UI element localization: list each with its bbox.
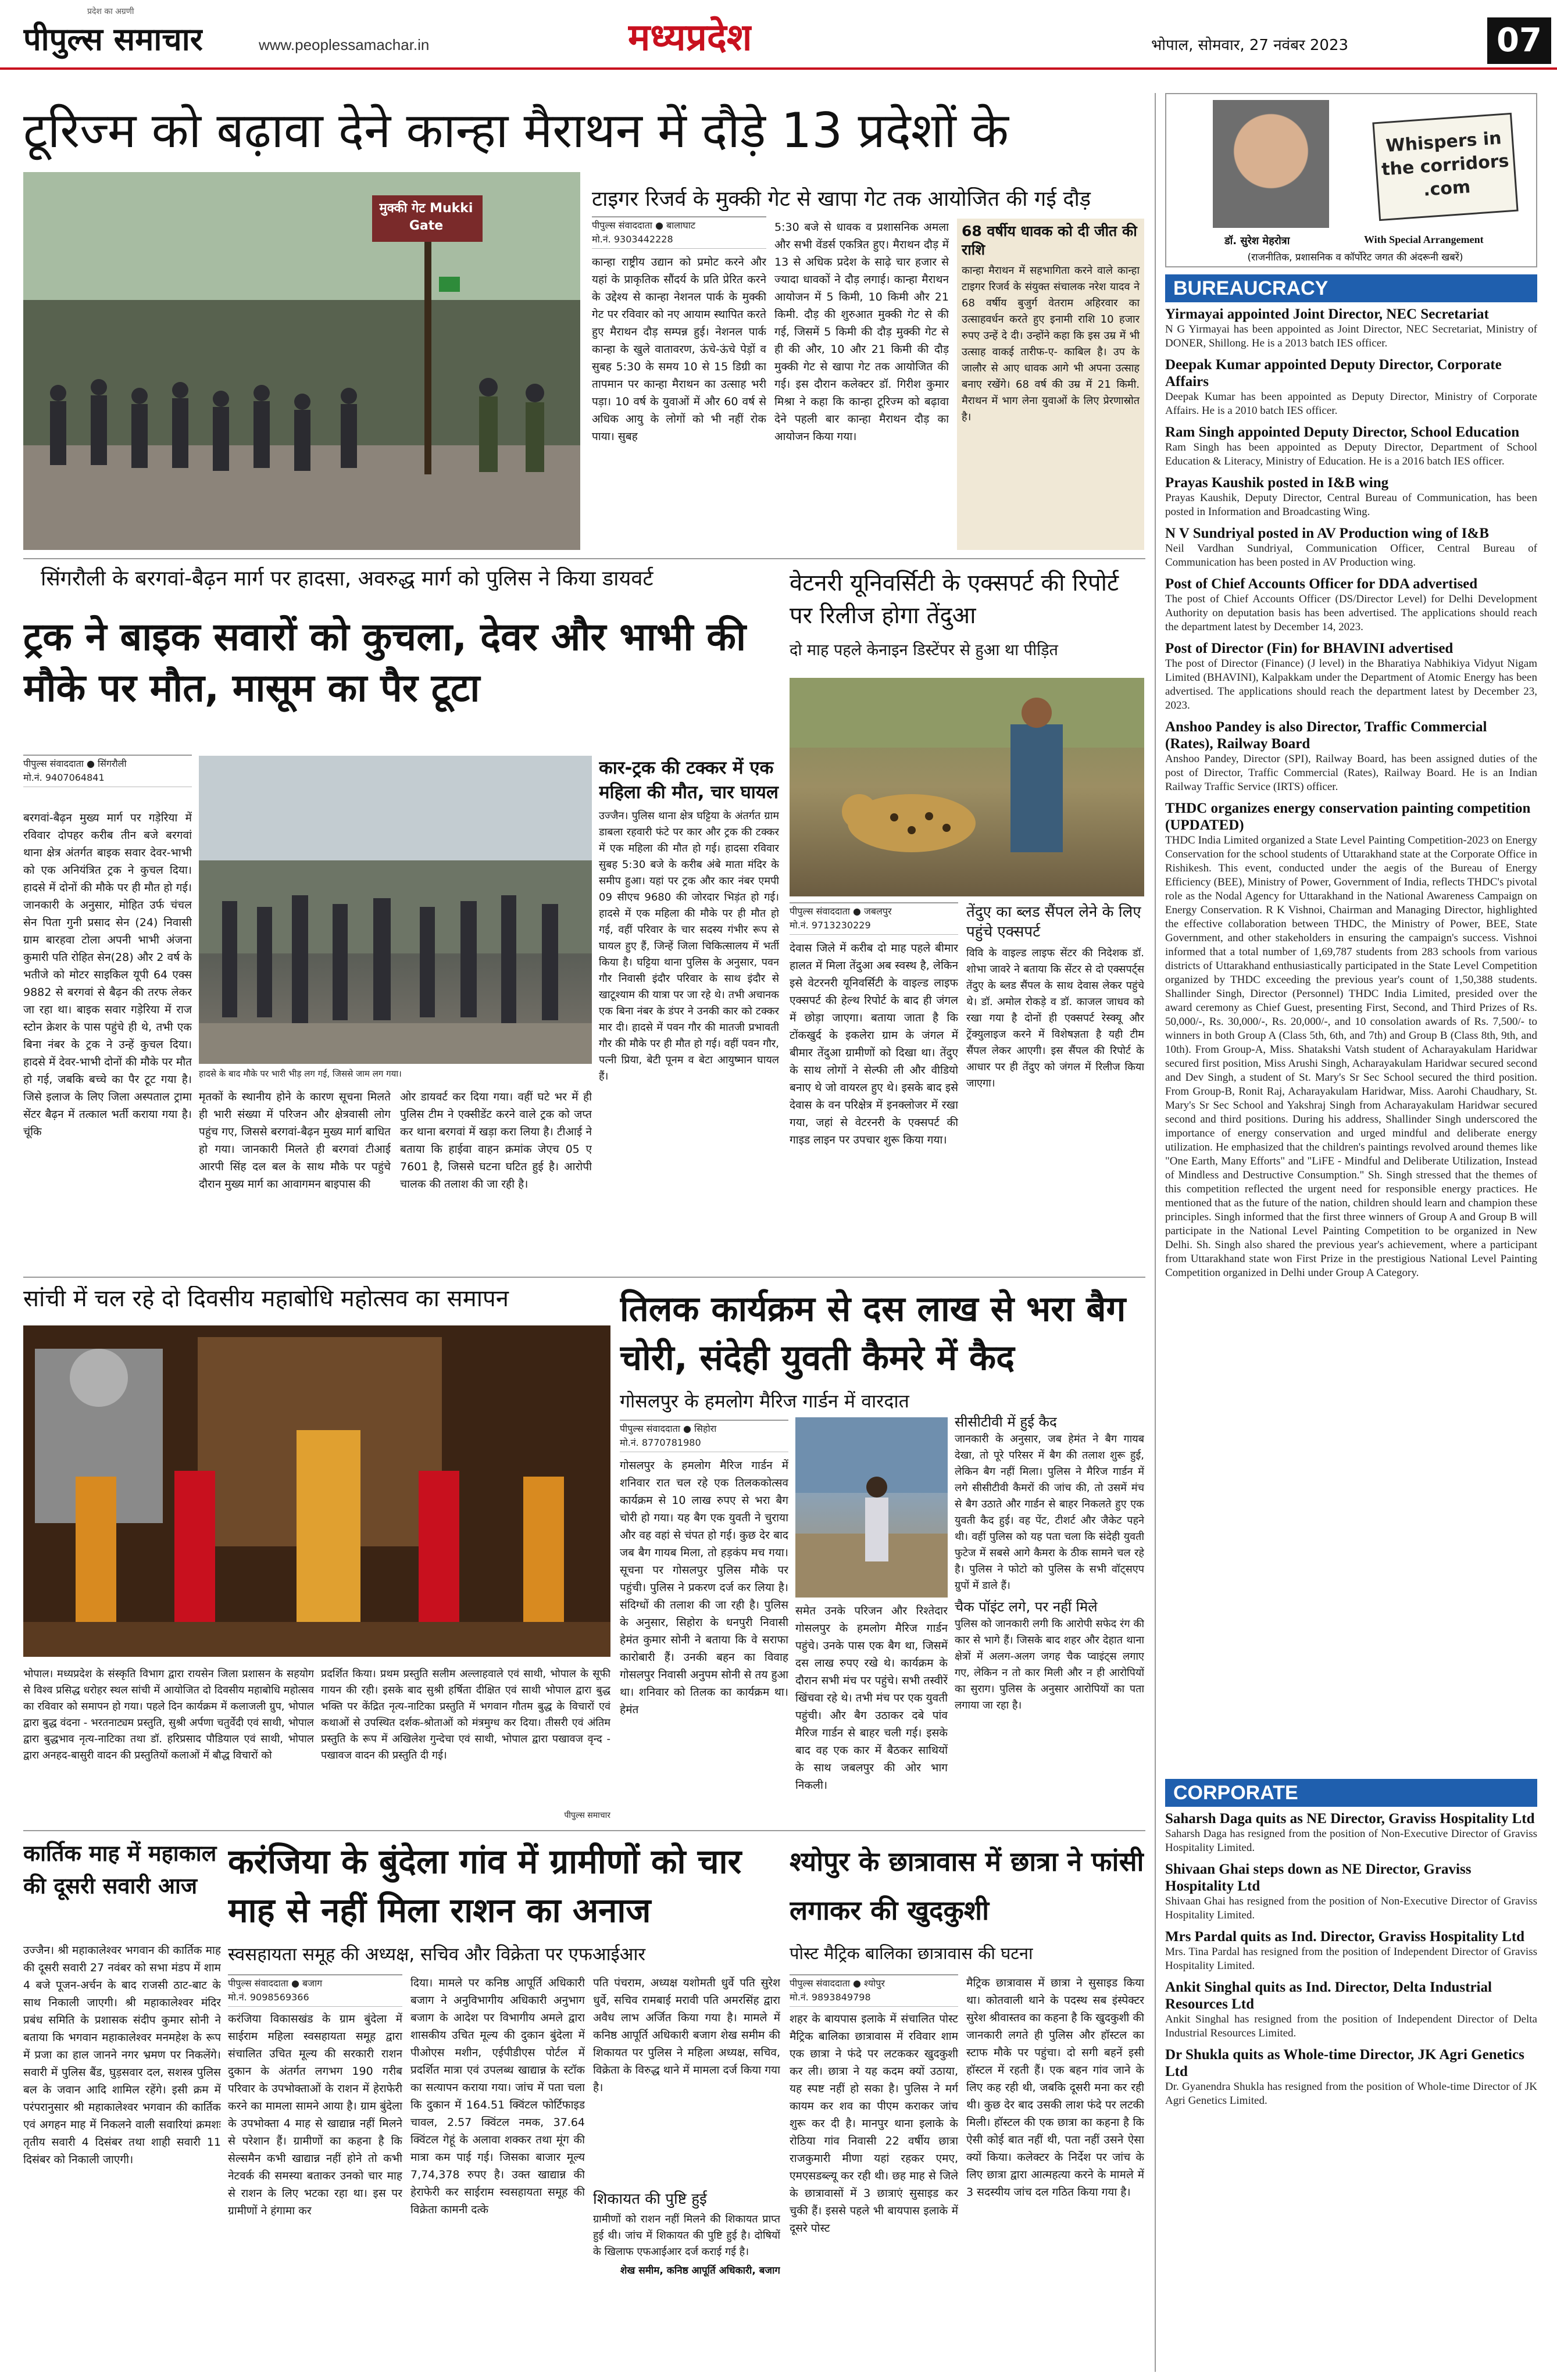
bureaucracy-item-head: Deepak Kumar appointed Deputy Director, Corporate Affairs xyxy=(1165,357,1502,389)
bureaucracy-item xyxy=(1165,306,1537,351)
sidebox-head: 68 वर्षीय धावक को दी जीत की राशि xyxy=(962,223,1137,258)
section-title: मध्यप्रदेश xyxy=(628,16,752,59)
corporate-item-head: Dr Shukla quits as Whole-time Director, JK Agri Genetics Ltd xyxy=(1165,2047,1524,2079)
byline-text: पीपुल्स संवाददाता ● सिहोरा xyxy=(620,1423,717,1434)
bureaucracy-item xyxy=(1165,525,1537,570)
arrangement: With Special Arrangement xyxy=(1364,234,1484,245)
bureaucracy-item-text: Deepak Kumar has been appointed as Deputy Director, Ministry of Corporate Affairs. He is a 2010 batch IES officer. xyxy=(1165,391,1537,417)
green-flag xyxy=(439,277,460,292)
mobile-number: मो.नं. 9713230229 xyxy=(790,920,871,931)
vet-sidebox xyxy=(966,902,1144,1268)
lead-col-2: 5:30 बजे से धावक व प्रशासनिक अमला और सभी वेंडर्स एकत्रित हुए। मैराथन दौड़ में 13 से अधिक प्रदेश के साढ़े चार हजार से ज्यादा धावकों ने दौड़ लगाई। कान्हा मैराथन आयोजन में 5 किमी, 10 किमी और 21 किमी. दौड़ की शुरुआत मुक्की गेट से की गई, जिसमें 5 किमी की दौड़ मुक्की गेट से ही की और, 10 और 21 किमी की दौड़ मुक्की गेट से खापा गेट तक आयोजित की गई। इस दौरान कलेक्टर डॉ. गिरीश कुमार मिश्रा ने कहा कि कान्हा टूरिज्म को बढ़ावा देने पहली बार कान्हा मैराथन दौड़ का आयोजन किया गया। xyxy=(774,221,949,443)
leopard-photo xyxy=(790,678,1144,896)
mahakal-text: उज्जैन। श्री महाकालेश्वर भगवान की कार्तिक माह की दूसरी सवारी 27 नवंबर को सभा मंडप में शाम 4 बजे पूजन-अर्चन के बाद राजसी ठाट-बाट के साथ निकाली जाएगी। श्री महाकालेश्वर मंदिर प्रबंध समिति के प्रशासक संदीप कुमार सोनी ने बताया कि भगवान महाकालेश्वर मनमहेश के रूप में प्रजा का हाल जानने नगर भ्रमण पर निकलेंगे। सवारी में पुलिस बैंड, घुड़सवार दल, सशस्त्र पुलिस बल के जवान आदि शामिल रहेंगे। इसी क्रम में परंपरानुसार श्री महाकालेश्वर भगवान की कार्तिक एवं अगहन माह में निकलने वाली सवारियां क्रमशः तृतीय सवारी 4 दिसंबर तथा शाही सवारी 11 दिसंबर को निकाली जाएगी। xyxy=(23,1944,221,2166)
bureaucracy-item-text: Prayas Kaushik, Deputy Director, Central Bureau of Communication, has been posted in Information and Broadcasting Wing. xyxy=(1165,492,1537,518)
accident-photo xyxy=(199,756,592,1064)
suspect xyxy=(865,1498,888,1561)
author-name: डॉ. सुरेश मेहरोत्रा xyxy=(1224,235,1290,247)
crowd-illustration xyxy=(199,756,592,1064)
sanchi-photo xyxy=(23,1325,610,1657)
accident-kicker: सिंगरौली के बरगवां-बैढ़न मार्ग पर हादसा, अवरुद्ध मार्ग को पुलिस ने किया डायवर्ट xyxy=(41,567,653,591)
dance-illustration xyxy=(23,1325,610,1657)
byline-text: पीपुल्स संवाददाता ● बालाघाट xyxy=(592,220,695,231)
corporate-label: CORPORATE xyxy=(1165,1779,1537,1807)
lead-headline: टूरिज्म को बढ़ावा देने कान्हा मैराथन में दौड़े 13 प्रदेशों के xyxy=(23,102,1009,159)
mobile-number: मो.नं. 9407064841 xyxy=(23,772,105,783)
bureaucracy-item-text: N G Yirmayai has been appointed as Joint Director, NEC Secretariat, Ministry of DONER, Shillong. He is a 2013 batch IES officer. xyxy=(1165,323,1537,349)
sidebar-tagline: (राजनीतिक, प्रशासनिक व कॉर्पोरेट जगत की अंदरूनी खबरें) xyxy=(1247,252,1463,263)
tilak-col-2: समेत उनके परिजन और रिश्तेदार गोसलपुर के हमलोग मैरिज गार्डन पहुंचे। उनके पास एक बैग था, जिसमें दस लाख रुपए रखे थे। कार्यक्रम के दौरान सभी मंच पर पहुंचे। सभी तस्वीरें खिंचवा रहे थे। तभी मंच पर एक युवती पहुंची। और बैग उठाकर दबे पांव मैरिज गार्डन से बाहर चली गई। इसके बाद वह एक कार में बैठकर साथियों के साथ जबलपुर की ओर भाग निकली। xyxy=(795,1604,948,1792)
tilak-sidebox xyxy=(955,1413,1144,1823)
cctv-photo xyxy=(795,1417,948,1598)
cctv-illustration xyxy=(795,1417,948,1598)
bureaucracy-item-head: Post of Chief Accounts Officer for DDA advertised xyxy=(1165,576,1478,592)
sheopur-col-2: मैट्रिक छात्रावास में छात्रा ने सुसाइड किया था। कोतवाली थाने के पदस्थ सब इंस्पेक्टर सुरेश श्रीवास्तव का कहना है कि खुदकुशी की जानकारी लगते ही पुलिस और हॉस्टल का स्टाफ मौके पर पहुंचा। दो सगी बहनें इसी हॉस्टल में रहती हैं। एक बहन गांव जाने के लिए कह रही थी, जबकि दूसरी मना कर रही थी। कुछ देर बाद उसकी लाश फंदे पर लटकी मिली। हॉस्टल की एक छात्रा का कहना है कि ऐसी कोई बात नहीं थी, पता नहीं उसने ऐसा क्यों किया। कलेक्टर के निर्देश पर जांच के लिए छात्रा द्वारा आत्महत्या करने के मामले में 3 सदस्यीय जांच दल गठित किया गया है। xyxy=(966,1977,1144,2199)
bureaucracy-item-head: Ram Singh appointed Deputy Director, School Education xyxy=(1165,424,1520,440)
bureaucracy-item-text: The post of Chief Accounts Officer (DS/Director Level) for Delhi Development Authority on deputation basis has been advertised. The applications should reach the department latest by December 14, 2023. xyxy=(1165,593,1537,633)
corporate-item xyxy=(1165,2046,1537,2108)
divider xyxy=(23,1277,1145,1278)
bureaucracy-item-text: Ram Singh has been appointed as Deputy Director, Department of School Education & Literacy, Ministry of Education. He is a 2016 batch IES officer. xyxy=(1165,441,1537,467)
accident-col-2: मृतकों के स्थानीय होने के कारण सूचना मिलते ही भारी संख्या में परिजन और क्षेत्रवासी लोग पहुंच गए, जिससे बरगवां-बैढ़न मुख्य मार्ग बाधित हो गया। जानकारी मिलते ही बरगवां टीआई आरपी सिंह दल बल के साथ मौके पर पहुंचे दौरान मुख्य मार्ग का आवागमन बाइपास की xyxy=(199,1091,391,1191)
sidebox-text: उज्जैन। पुलिस थाना क्षेत्र घट्टिया के अंतर्गत ग्राम डाबला रहवारी फंटे पर कार और ट्रक की टक्कर में एक महिला की मौत हो गई। हादसा रविवार सुबह 5:30 बजे के करीब अंबे माता मंदिर के समीप हुआ। यहां पर ट्रक और कार नंबर एमपी 09 सीएच 9680 की जोरदार भिड़ंत हो गई। हादसे में एक महिला की मौके पर ही मौत हो गई, वहीं परिवार के चार सदस्य गंभीर रूप से घायल हुए हैं, जिन्हें जिला चिकित्सालय में भर्ती किया है। घट्टिया थाना पुलिस के अनुसार, पवन गौर निवासी इंदौर परिवार के साथ इंदौर से खाटूश्याम की यात्रा पर जा रहे थे। तभी अचानक एक बिना नंबर के डंपर ने उनकी कार को टक्कर मार दी। हादसे में पवन गौर की मातजी प्रभावती गौर की मौके पर ही मौत हो गई। वहीं पवन गौर, पत्नी प्रिया, बेटी पूनम व बेटा आयुष्मान घायल हैं। xyxy=(599,810,779,1082)
bureaucracy-item-head: N V Sundriyal posted in AV Production wing of I&B xyxy=(1165,526,1489,541)
sidebox-head: कार-ट्रक की टक्कर में एक महिला की मौत, चार घायल xyxy=(599,757,779,803)
marathon-photo xyxy=(23,172,580,550)
byline-text: पीपुल्स संवाददाता ● श्योपुर xyxy=(790,1978,885,1989)
divider xyxy=(23,558,1145,559)
sanchi-photo-credit: पीपुल्स समाचार xyxy=(564,1811,610,1820)
bureaucracy-item-text: Neil Vardhan Sundriyal, Communication Officer, Central Bureau of Communication has been posted in AV Production wing. xyxy=(1165,542,1537,569)
corporate-item xyxy=(1165,1928,1537,1973)
lead-sidebox xyxy=(957,219,1144,550)
vet-byline xyxy=(790,902,958,935)
corporate-item-text: Ankit Singhal has resigned from the position of Independent Director of Delta Industrial Resources Limited. xyxy=(1165,2013,1537,2039)
lead-col-1: कान्हा राष्ट्रीय उद्यान को प्रमोट करने और यहां के प्राकृतिक सौंदर्य के प्रति प्रेरित करने के उद्देश्य से कान्हा नेशनल पार्क के मुक्की गेट पर रविवार को नए आयाम स्थापित करते हुए मैराथन दौड़ सम्पन्न हुई। नेशनल पार्क कान्हा के खुले वातावरण, ऊंचे-ऊंचे पेड़ों व सुबह 5:30 के समय 10 से 15 डिग्री का तापमान पर कान्हा मैराथन का उत्साह भरी पड़ा। 10 वर्ष के युवाओं में और 60 वर्ष से अधिक आयु के लोगों को भी नहीं रोक पाया। सुबह xyxy=(592,256,766,443)
box-head: शिकायत की पुष्टि हुई xyxy=(593,2190,707,2208)
sidebox-head: सीसीटीवी में हुई कैद xyxy=(955,1414,1057,1430)
corporate-item-text: Mrs. Tina Pardal has resigned from the position of Independent Director of Graviss Hospitality Limited. xyxy=(1165,1946,1537,1972)
byline-text: पीपुल्स संवाददाता ● जबलपुर xyxy=(790,906,892,917)
bureaucracy-item xyxy=(1165,424,1537,469)
ration-col-2: दिया। मामले पर कनिष्ठ आपूर्ति अधिकारी बजाग ने अनुविभागीय अधिकारी अनुभाग बजाग के आदेश पर विभागीय अमले द्वारा शासकीय उचित मूल्य की दुकान बुंदेला में पीओएस मशीन, एईपीडीएस पोर्टल में प्रदर्शित मात्रा एवं उपलब्ध खाद्यान्न के स्टॉक का सत्यापन कराया गया। जांच में पता चला कि दुकान में 164.51 क्विंटल फोर्टिफाइड चावल, 2.57 क्विंटल नमक, 37.64 क्विंटल गेहूं के अलावा शक्कर तथा मूंग की मात्रा कम पाई गई। जिसका बाजार मूल्य 7,74,378 रुपए है। उक्त खाद्यान्न की हेराफेरी कर साईराम स्वसहायता समूह की विक्रेता कामनी दत्के xyxy=(410,1977,585,2216)
sanchi-col-1: भोपाल। मध्यप्रदेश के संस्कृति विभाग द्वारा रायसेन जिला प्रशासन के सहयोग से विश्व प्रसिद्ध धरोहर स्थल सांची में आयोजित दो दिवसीय महाबोधि महोत्सव का रविवार को समापन हो गया। पहले दिन कार्यक्रम में कलाजली ग्रुप, भोपाल द्वारा बुद्ध वंदना - भरतनाट्यम प्रस्तुति, सुश्री अर्पणा चतुर्वेदी एवं साथी, भोपाल द्वारा बुद्धभाव नृत्य-नाटिका तथा डॉ. हरिप्रसाद पौडियाल एवं साथी, भोपाल द्वारा अनहद-बासुरी वादन की प्रस्तुतियों कलाओं में बौद्ध विचारों को xyxy=(23,1668,314,1761)
corporate-item-text: Shivaan Ghai has resigned from the position of Non-Executive Director of Graviss Hospitality Limited. xyxy=(1165,1895,1537,1921)
accident-sidebox xyxy=(599,756,779,1268)
corporate-item-head: Saharsh Daga quits as NE Director, Graviss Hospitality Ltd xyxy=(1165,1811,1535,1827)
byline-text: पीपुल्स संवाददाता ● बजाग xyxy=(228,1978,323,1989)
corporate-item-text: Saharsh Daga has resigned from the position of Non-Executive Director of Graviss Hospitality Limited. xyxy=(1165,1828,1537,1854)
accident-col-3: ओर डायवर्ट कर दिया गया। वहीं घटे भर में ही पुलिस टीम ने एक्सीडेंट करने वाले ट्रक को जप्त कर थाना बरगवां में खड़ा करा लिया है। टीआई ने बताया कि हाईवा वाहन क्रमांक जेएच 05 ए 7601 है, जिससे घटना घटित हुई है। आरोपी चालक की तलाश की जा रही है। xyxy=(400,1091,592,1191)
sidebar xyxy=(1155,93,1538,2372)
vet-subhead: दो माह पहले केनाइन डिस्टेंपर से हुआ था पीड़ित xyxy=(790,641,1058,659)
sidebox-text: विवि के वाइल्ड लाइफ सेंटर की निदेशक डॉ. शोभा जावरे ने बताया कि सेंटर से दो एक्सपर्ट्स तेंदुए के ब्लड सैंपल के साथ देवास लेकर पहुंचे थे। डॉ. अमोल रोकड़े व डॉ. काजल जाधव को रखा गया है दोनों ही एक्सपर्ट रेस्क्यू और ट्रेंक्युलाइज करने में विशेषज्ञता है यही टीम सैंपल लेकर आएगी। इस सैंपल की रिपोर्ट के आधार पर ही तेंदुए को जंगल में रिलीज किया जाएगा। xyxy=(966,947,1144,1089)
bureaucracy-item xyxy=(1165,640,1537,713)
vet-col-1: देवास जिले में करीब दो माह पहले बीमार हालत में मिला तेंदुआ अब स्वस्थ है, लेकिन इसे वेटरनरी यूनिवर्सिटी के वाइल्ड लाइफ एक्सपर्ट की हेल्थ रिपोर्ट के बाद ही जंगल में छोड़ा जाएगा। बताया जाता है कि टोंकखुर्द के इकलेरा ग्राम के जंगल में बीमार तेंदुआ ग्रामीणों को दिखा था। तेंदुए के साथ लोगों ने सेल्फी ली और वीडियो बनाए थे जो वायरल हुए थे। इसके बाद इसे देवास के वन परिक्षेत्र में इनक्लोजर में रखा गया, जहां से वेटरनरी के एक्सपर्ट की गाइड लाइन पर उपचार शुरू किया गया। xyxy=(790,942,958,1146)
dateline: भोपाल, सोमवार, 27 नवंबर 2023 xyxy=(1151,37,1349,54)
mobile-number: मो.नं. 9303442228 xyxy=(592,234,673,245)
corporate-item-text: Dr. Gyanendra Shukla has resigned from the position of Whole-time Director of JK Agri Genetics Limited. xyxy=(1165,2081,1537,2107)
bureaucracy-item xyxy=(1165,576,1537,634)
bureaucracy-list xyxy=(1165,306,1537,1771)
accident-col-1: बरगवां-बैढ़न मुख्य मार्ग पर गड़ेरिया में रविवार दोपहर करीब तीन बजे बरगवां थाना क्षेत्र अंतर्गत बाइक सवार देवर-भाभी को एक अनियंत्रित ट्रक ने कुचल दिया। हादसे में दोनों की मौके पर ही मौत हो गई। जानकारी के अनुसार, मोहित उर्फ चंचल सेन पिता गुनी प्रसाद सेन (24) निवासी ग्राम बारहवा टोला अपनी भाभी अंजना कुमारी पति रोहित सेन(28) और 2 वर्ष के भतीजे को मोटर साइकिल यूपी 64 एक्स 9882 से बरगवां से बैढ़न की तरफ लेकर जा रहा था। बाइक सवार गड़ेरिया में राज स्टोन क्रेशर के पास पहुंचे ही थे, तभी एक बिना नंबर के ट्रक ने उन्हें कुचल दिया। हादसे में देवर-भाभी दोनों की मौके पर मौत हो गई, जबकि बच्चे का पैर टूट गया है। जिसे इलाज के लिए जिला अस्पताल ट्रामा सेंटर बैढ़न में तत्काल भर्ती कराया गया है। चूंकि xyxy=(23,812,192,1138)
mobile-number: मो.नं. 8770781980 xyxy=(620,1437,701,1448)
sanchi-headline: सांची में चल रहे दो दिवसीय महाबोधि महोत्सव का समापन xyxy=(23,1286,509,1312)
whispers-header xyxy=(1165,93,1537,267)
person xyxy=(1010,724,1063,852)
accident-headline: ट्रक ने बाइक सवारों को कुचला, देवर और भाभी की मौके पर मौत, मासूम का पैर टूटा xyxy=(23,614,747,710)
accident-byline xyxy=(23,755,192,787)
tilak-byline xyxy=(620,1420,788,1452)
accident-photo-caption: हादसे के बाद मौके पर भारी भीड़ लग गई, जिससे जाम लग गया। xyxy=(199,1069,402,1079)
sidebox-text: कान्हा मैराथन में सहभागिता करने वाले कान्हा टाइगर रिजर्व के संयुक्त संचालक नरेश यादव ने 68 वर्षीय बुजुर्ग वेतराम अहिरवार का उत्साहवर्धन करते हुए इनामी राशि 10 हजार रुपए उन्हें दे दी। उन्होंने कहा कि इस उम्र में भी उत्साह वाकई तारीफ-ए- काबिल है। उप के जालौर से आए धावक आगे भी अपना उत्साह बनाए रखेंगे। 68 वर्ष की उम्र में 21 किमी. मैराथन में भाग लेना युवाओं के लिए प्रेरणास्रोत है। xyxy=(962,265,1140,423)
vet-headline: वेटनरी यूनिवर्सिटी के एक्सपर्ट की रिपोर्ट पर रिलीज होगा तेंदुआ xyxy=(790,570,1119,629)
corporate-list xyxy=(1165,1810,1537,2372)
corporate-item-head: Shivaan Ghai steps down as NE Director, Graviss Hospitality Ltd xyxy=(1165,1861,1472,1894)
sidebox-text-2: पुलिस को जानकारी लगी कि आरोपी सफेद रंग की कार से भागे हैं। जिसके बाद शहर और देहात थाना क्षेत्रों में अलग-अलग जगह चैक प्वाइंट्स लगाए गए, लेकिन न तो कार मिली और न ही आरोपियों का सुराग। पुलिस के अनुसार आरोपियों का पता लगाया जा रहा है। xyxy=(955,1618,1144,1711)
page-number: 07 xyxy=(1487,17,1551,64)
ration-col-1: करंजिया विकासखंड के ग्राम बुंदेला में साईराम महिला स्वसहायता समूह द्वारा संचालित उचित मूल्य की सरकारी राशन दुकान के अंतर्गत लगभग 190 गरीब परिवार के उपभोक्ताओं के राशन में हेराफेरी करने का मामला सामने आया है। ग्राम बुंदेला के उपभोक्ता 4 माह से खाद्यान्न नहीं मिलने से परेशान हैं। ग्रामीणों का कहना है कि सेल्समैन कभी खाद्यान्न नहीं होने तो कभी नेटवर्क की समस्या बताकर उनको चार माह से राशन के लिए भटका रहा था। इस पर ग्रामीणों ने हंगामा कर xyxy=(228,2013,402,2217)
author-photo xyxy=(1213,100,1329,228)
bureaucracy-item-text: THDC India Limited organized a State Level Painting Competition-2023 on Energy Conservation for the school students of Uttarakhand state at the Corporate Office in Rishikesh. This event, conducted under the aegis of the Bureau of Energy Efficiency (BEE), Ministry of Power, Government of India, reflects THDC's pivotal role as the Nodal Agency for Uttarakhand in the National Awareness Campaign on Energy Conservation. R K Vishnoi, Chairman and Managing Director, highlighted the effective collaboration between THDC, the Ministry of Power, BEE, State Government, and other stakeholders in ensuring the campaign's success. Vishnoi informed that a total number of 1,69,787 students from 283 schools from various districts of Uttarakhand enthusiastically participated in the State Level Competition organized by THDC exceeding the previous year's count of 1,50,388 students. Shallinder Singh, Director (Personnel) THDC India Limited, presided over the award ceremony as Chief Guest, presenting First, Second, and Third Prizes of Rs. 50,000/-, Rs. 30,000/-, Rs. 20,000/-, and 10 consolation awards of Rs. 7,500/- to winners in both Group A (Class 5th, 6th, and 7th) and Group B (Class 8th, 9th, and 10th). From Group-A, Miss. Shatakshi Vatsh student of Acharayakulam Haridwar secured first position, Miss Arushi Singh, Acharayakulam Haridwar secured second and Dev Singh, a student of St. Mary's Sr Sec School secured the third position. From Group-B, Ronit Raj, Acharayakulam Haridwar, Miss. Aarohi Chaudhary, St. Mary's Sr Sec School and Yakshraj Singh from Acharayakulam Haridwar secured second and third positions. During his address, Shallinder Singh underscored the importance of energy conservation and urged mindful and deliberate energy utilization. He emphasized that the children's paintings revolved around themes like "One Earth, Many Efforts" and "LiFE - Mindful and Deliberate Utilization, Instead of Mindless and Destructive Consumption." Sh. Singh stressed that the themes of this competition reflected the urgent need for responsible energy practices. He mentioned that as the future of the nation, children should learn and champion these principles. Singh informed that the first three winners of Group A and Group B will participate in the National Level Painting Competition to be organized in New Delhi. Sh. Singh also shared the previous year's achievement, where a participant from Uttarakhand state won First Prize in the prestigious National Level Painting Competition organized in Delhi under Group A Category. xyxy=(1165,834,1537,1279)
paper-url[interactable]: www.peoplessamachar.in xyxy=(259,36,430,53)
corporate-item-head: Mrs Pardal quits as Ind. Director, Graviss Hospitality Ltd xyxy=(1165,1929,1525,1945)
lead-byline xyxy=(592,216,766,249)
sheopur-byline xyxy=(790,1974,958,2007)
mobile-number: मो.नं. 9098569366 xyxy=(228,1992,309,2003)
bureaucracy-item-head: THDC organizes energy conservation painting competition (UPDATED) xyxy=(1165,801,1531,833)
bureaucracy-item-text: The post of Director (Finance) (J level) in the Bharatiya Nabhikiya Vidyut Nigam Limited (BHAVINI), Kalpakkam under the Department of Atomic Energy has been advertised. The applications should reach the department latest by December 23, 2023. xyxy=(1165,657,1537,712)
box-text: ग्रामीणों को राशन नहीं मिलने की शिकायत प्राप्त हुई थी। जांच में शिकायत की पुष्टि हुई है। दोषियों के खिलाफ एफआईआर दर्ज कराई गई है। xyxy=(593,2213,780,2258)
ration-byline xyxy=(228,1974,402,2007)
sheopur-subhead: पोस्ट मैट्रिक बालिका छात्रावास की घटना xyxy=(790,1943,1033,1963)
bureaucracy-item-head: Prayas Kaushik posted in I&B wing xyxy=(1165,475,1389,491)
byline-text: पीपुल्स संवाददाता ● सिंगरौली xyxy=(23,758,127,769)
corporate-item-head: Ankit Singhal quits as Ind. Director, Delta Industrial Resources Ltd xyxy=(1165,1979,1492,2012)
sidebox-head-2: चैक पॉइंट लगे, पर नहीं मिले xyxy=(955,1599,1098,1615)
ration-subhead: स्वसहायता समूह की अध्यक्ष, सचिव और विक्रेता पर एफआईआर xyxy=(228,1944,646,1965)
corporate-item xyxy=(1165,1810,1537,1855)
bureaucracy-item-head: Anshoo Pandey is also Director, Traffic Commercial (Rates), Railway Board xyxy=(1165,719,1487,752)
whispers-badge: Whispers in the corridors .com xyxy=(1372,113,1518,221)
paper-logo: पीपुल्स समाचार xyxy=(23,21,203,58)
bureaucracy-item xyxy=(1165,474,1537,519)
bureaucracy-item xyxy=(1165,356,1537,418)
bureaucracy-item-text: Anshoo Pandey, Director (SPI), Railway Board, has been assigned duties of the post of Director, Traffic Commercial (Rates), Railway Board. He is an Indian Railway Traffic Service (IRTS) officer. xyxy=(1165,753,1537,793)
sidebox-head: तेंदुए का ब्लड सैंपल लेने के लिए पहुंचे एक्सपर्ट xyxy=(966,903,1141,941)
ration-headline: करंजिया के बुंदेला गांव में ग्रामीणों को चार माह से नहीं मिला राशन का अनाज xyxy=(228,1842,742,1930)
sidebox-text: जानकारी के अनुसार, जब हेमंत ने बैग गायब देखा, तो पूरे परिसर में बैग की तलाश शुरू हुई, लेकिन बैग नहीं मिला। पुलिस ने मैरिज गार्डन में लगे सीसीटीवी कैमरों की जांच की, तो उसमें मंच से बैग उठाते और गार्डन से बाहर निकलते हुए एक युवती कैद हुई। वह पेंट, टीशर्ट और जैकेट पहने थी। वहीं पुलिस को यह पता चला कि संदेही युवती फुटेज में सबसे आगे कैमरा के ठीक सामने चल रहे है। पुलिस ने फोटो को पुलिस के सभी वॉट्सएप ग्रुपों में डाले हैं। xyxy=(955,1433,1144,1592)
gate-sign-text: मुक्की गेट Mukki Gate xyxy=(379,201,473,233)
bureaucracy-label: BUREAUCRACY xyxy=(1165,274,1537,302)
ration-col-3: पति पंचराम, अध्यक्ष यशोमती धुर्वे पति सुरेश धुर्वे, सचिव रामबाई मरावी पति अमरसिंह द्वारा अवैध लाभ अर्जित किया गया है। मामले में कनिष्ठ आपूर्ति अधिकारी बजाग शेख समीम की शिकायत पर पुलिस ने महिला अध्यक्ष, सचिव, विक्रेता के विरुद्ध थाने में मामला दर्ज किया गया है। xyxy=(593,1977,780,2094)
bureaucracy-item xyxy=(1165,719,1537,794)
sheopur-headline: श्योपुर के छात्रावास में छात्रा ने फांसी लगाकर की खुदकुशी xyxy=(790,1846,1144,1926)
corporate-item xyxy=(1165,1979,1537,2040)
bureaucracy-item-head: Yirmayai appointed Joint Director, NEC Secretariat xyxy=(1165,306,1489,322)
mobile-number: मो.नं. 9893849798 xyxy=(790,1992,871,2003)
bureaucracy-item xyxy=(1165,800,1537,1280)
leopard-illustration xyxy=(790,678,1144,896)
mahakal-headline: कार्तिक माह में महाकाल की दूसरी सवारी आज xyxy=(23,1841,217,1899)
tilak-subhead: गोसलपुर के हमलोग मैरिज गार्डन में वारदात xyxy=(620,1390,909,1412)
masthead xyxy=(0,0,1557,70)
lead-subhead: टाइगर रिजर्व के मुक्की गेट से खापा गेट तक आयोजित की गई दौड़ xyxy=(592,187,1091,211)
sanchi-col-2: प्रदर्शित किया। प्रथम प्रस्तुति सलीम अल्लाहवाले एवं साथी, भोपाल के सूफी गायन की रही। इसके बाद सुश्री हर्षिता दीक्षित एवं साथी भोपाल द्वारा बुद्ध भक्ति पर केंद्रित नृत्य-नाटिका प्रस्तुति में भगवान गौतम बुद्ध के विचारों एवं कथाओं से उपस्थित दर्शक-श्रोताओं को मंत्रमुग्ध कर दिया। तीसरी एवं अंतिम प्रस्तुति के रूप में अखिलेश गुन्देचा एवं साथी, भोपाल द्वारा पखावज वृन्द - पखावज वादन की प्रस्तुति दी गई। xyxy=(321,1668,610,1761)
sheopur-col-1: शहर के बायपास इलाके में संचालित पोस्ट मैट्रिक बालिका छात्रावास में रविवार शाम एक छात्रा ने फंदे पर लटककर खुदकुशी कर ली। छात्रा ने यह कदम क्यों उठाया, यह स्पष्ट नहीं हो सका है। पुलिस ने मर्ग कायम कर शव का पीएम कराकर जांच शुरू कर दी है। मानपुर थाना इलाके के रोठिया गांव निवासी 22 वर्षीय छात्रा राजकुमारी मीणा यहां रहकर एमए, एमएसडब्ल्यू कर रही थी। छह माह से जिले के छात्रावासों में 3 छात्राएं सुसाइड कर चुकी हैं। इससे पहले भी बायपास इलाके में दूसरे पोस्ट xyxy=(790,2013,958,2235)
ration-complaint-box xyxy=(593,2189,780,2372)
tilak-col-1: गोसलपुर के हमलोग मैरिज गार्डन में शनिवार रात चल रहे एक तिलककोत्सव कार्यक्रम से 10 लाख रुपए से भरा बैग चोरी हो गया। यह बैग एक युवती ने चुराया और वह वहां से चंपत हो गई। कुछ देर बाद जब बैग गायब मिला, तो हड़कंप मच गया। सूचना पर गोसलपुर पुलिस मौके पर पहुंची। पुलिस ने प्रकरण दर्ज कर लिया है। संदिग्धों की तलाश की जा रही है। पुलिस के अनुसार, सिहोरा के धनपुरी निवासी हेमंत कुमार सोनी ने बताया कि वे सराफा कारोबारी हैं। उनकी बहन का विवाह गोसलपुर निवासी अनुपम सोनी से तय हुआ था। शनिवार को तिलक का कार्यक्रम था। हेमंत xyxy=(620,1459,788,1716)
quote-name: शेख समीम, कनिष्ठ आपूर्ति अधिकारी, बजाग xyxy=(620,2265,780,2277)
marathon-illustration xyxy=(23,172,580,550)
tilak-headline: तिलक कार्यक्रम से दस लाख से भरा बैग चोरी, संदेही युवती कैमरे में कैद xyxy=(620,1289,1126,1378)
bureaucracy-item-head: Post of Director (Fin) for BHAVINI advertised xyxy=(1165,641,1454,656)
paper-tagline: प्रदेश का अग्रणी xyxy=(87,7,134,16)
divider xyxy=(23,1830,1145,1831)
gate-pole xyxy=(424,242,431,474)
corporate-item xyxy=(1165,1861,1537,1922)
